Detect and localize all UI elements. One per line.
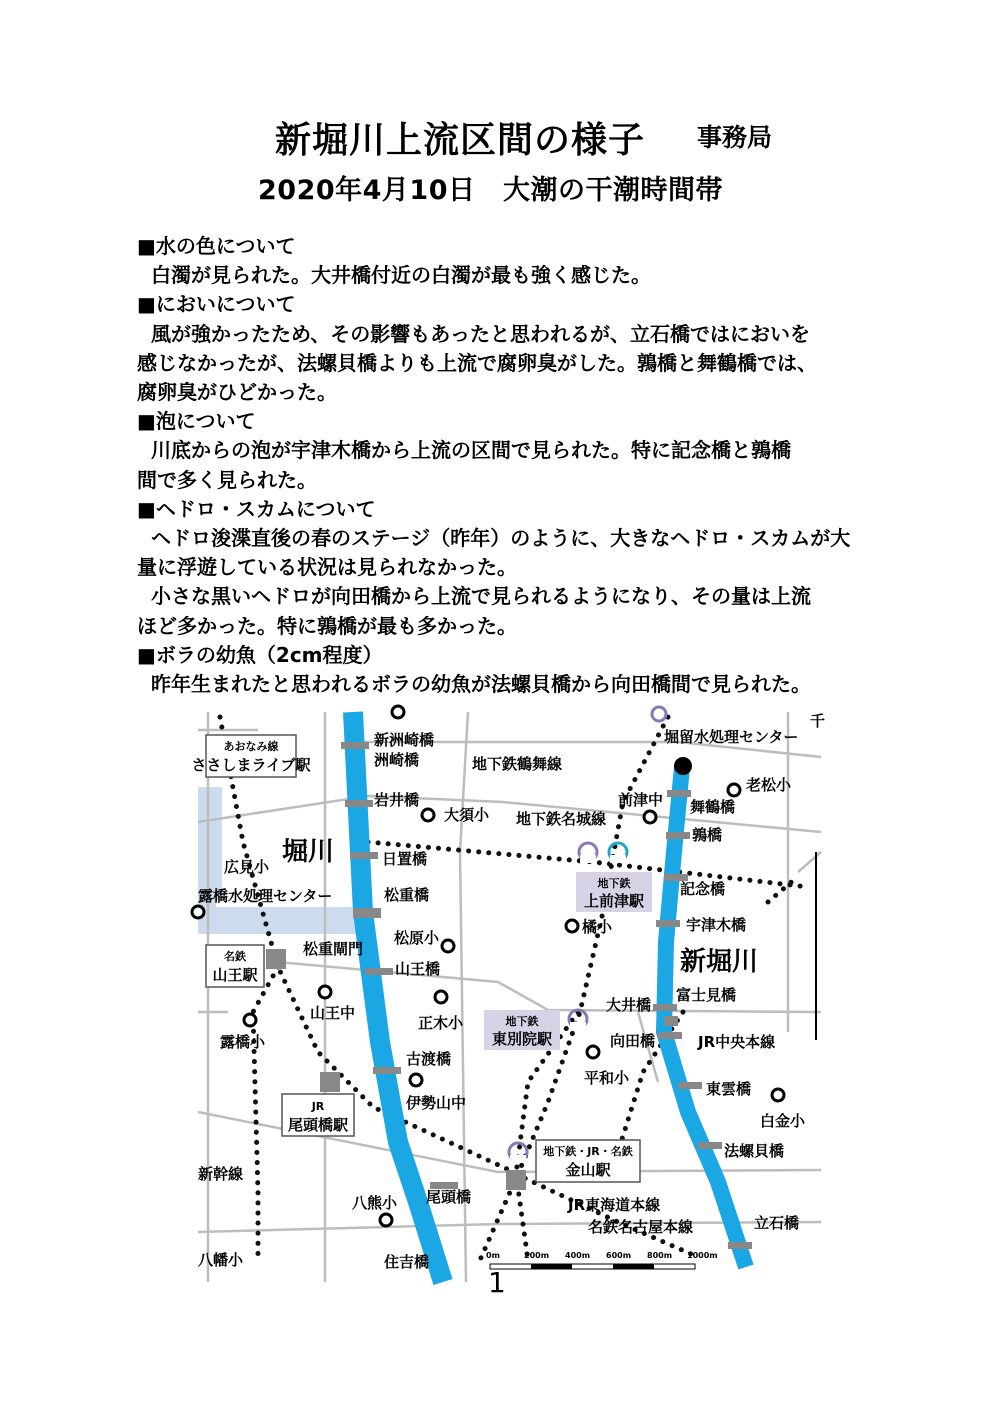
map-label: 東別院駅 [491, 1030, 553, 1048]
map-label: 大井橋 [606, 996, 652, 1014]
map-label: 0m [486, 1251, 500, 1260]
map-label: 橘小 [582, 918, 613, 936]
section-text-line: 風が強かったため、その影響もあったと思われるが、立石橋ではにおいを [151, 321, 810, 346]
map-label: 新洲崎橋 [374, 731, 435, 749]
map-label: 平和小 [584, 1069, 630, 1087]
map-label: 伊勢山中 [406, 1094, 467, 1112]
map-label: 松重橋 [384, 886, 430, 904]
map-label: 老松小 [746, 776, 792, 794]
map-label: 洲崎橋 [374, 751, 420, 769]
map-label: JR中央本線 [698, 1033, 776, 1051]
map-label: 上前津駅 [583, 892, 645, 910]
map-label: 新幹線 [198, 1165, 244, 1183]
map-label: JR [311, 1100, 325, 1113]
map-label: 800m [647, 1251, 673, 1260]
map-label: 八熊小 [352, 1194, 398, 1212]
map-label: 住吉橋 [384, 1253, 430, 1271]
map-label: 金山駅 [565, 1161, 611, 1179]
map-label: 宇津木橋 [686, 916, 747, 934]
map-label: 露橋小 [220, 1033, 266, 1051]
shinhorikawa-label: 新堀川 [680, 947, 759, 977]
map-label: 200m [524, 1251, 550, 1260]
map-label: 山王橋 [395, 960, 441, 978]
map-label: 八幡小 [198, 1251, 244, 1269]
section-heading: ■ においについて [137, 290, 877, 319]
map-label: 向田橋 [610, 1032, 656, 1050]
page-title: 新堀川上流区間の様子 [275, 120, 646, 161]
map-label: 地下鉄 [505, 1015, 539, 1028]
map-label: 名鉄 [224, 950, 246, 963]
map-label: 600m [606, 1251, 632, 1260]
section-text-line: 感じなかったが、法螺貝橋よりも上流で腐卵臭がした。鶉橋と舞鶴橋では、 [137, 350, 817, 375]
section-text-line: 小さな黒いヘドロが向田橋から上流で見られるようになり、その量は上流 [151, 584, 811, 609]
map-label: 松重閘門 [303, 940, 364, 958]
author: 事務局 [697, 123, 773, 152]
section-text-line: ヘドロ浚渫直後の春のステージ（昨年）のように、大きなヘドロ・スカムが大 [151, 526, 851, 551]
map-label: 古渡橋 [406, 1050, 452, 1068]
map-label: 名鉄名古屋本線 [588, 1218, 694, 1236]
map-label: 堀留水処理センター [664, 728, 799, 746]
map-label: 正木小 [418, 1014, 464, 1032]
map-label: 広見小 [224, 858, 270, 876]
section-text-line: 量に浮遊している状況は見られなかった。 [137, 555, 517, 580]
page-subtitle: 2020年4月10日 大潮の干潮時間帯 [258, 175, 724, 206]
section-heading: ■ ヘドロ・スカムについて [137, 495, 877, 524]
section-heading: ■ 泡について [137, 407, 877, 436]
map-label: 地下鉄・JR・名鉄 [543, 1145, 633, 1158]
map-label: ささしまライブ駅 [191, 756, 311, 774]
section-text-line: 川底からの泡が宇津木橋から上流の区間で見られた。特に記念橋と鶉橋 [151, 438, 791, 463]
map-label: 東雲橋 [706, 1080, 752, 1098]
section-text-line: ほど多かった。特に鶉橋が最も多かった。 [137, 613, 517, 638]
map-label: あおなみ線 [223, 740, 279, 753]
map-label: JR東海道本線 [568, 1196, 661, 1214]
map-label: 白金小 [760, 1112, 806, 1130]
section-text-line: 昨年生まれたと思われるボラの幼魚が法螺貝橋から向田橋間で見られた。 [151, 672, 811, 697]
page-number: 1 [488, 1266, 506, 1299]
report-body [137, 232, 877, 699]
section-heading: ■ 水の色について [137, 232, 877, 261]
map-label: 富士見橋 [676, 986, 737, 1004]
map-label: 山王駅 [212, 966, 258, 984]
map-label: 日置橋 [382, 850, 428, 868]
map-label: 岩井橋 [374, 791, 420, 809]
map-label: 千 [810, 712, 826, 730]
map-label: 山王中 [310, 1004, 356, 1022]
map-label: 尾頭橋駅 [287, 1116, 349, 1134]
section-text-line: 腐卵臭がひどかった。 [137, 380, 337, 405]
map-label: 鶉橋 [692, 826, 723, 844]
map-label: 400m [565, 1251, 591, 1260]
section-heading: ■ ボラの幼魚（2cm程度） [137, 641, 877, 670]
map-label: 前津中 [618, 791, 664, 809]
map-label: 露橋水処理センター [198, 887, 333, 905]
map-label: 法螺貝橋 [724, 1142, 785, 1160]
map-label: 立石橋 [754, 1214, 800, 1232]
section-text-line: 間で多く見られた。 [137, 467, 317, 492]
map-label: 記念橋 [680, 880, 726, 898]
section-text-line: 白濁が見られた。大井橋付近の白濁が最も強く感じた。 [151, 263, 651, 288]
map-label: 地下鉄鶴舞線 [472, 755, 563, 773]
map-label: 地下鉄名城線 [516, 810, 607, 828]
canal [198, 907, 363, 934]
map-label: 地下鉄 [597, 877, 631, 890]
map-label: 松原小 [394, 929, 440, 947]
area-map [191, 712, 826, 1282]
map-label: 大須小 [444, 806, 490, 824]
map-label: 1000m [687, 1251, 718, 1260]
area-map-svg [191, 712, 826, 1282]
map-label: 舞鶴橋 [690, 798, 736, 816]
treatment-center-dot [674, 757, 692, 775]
map-label: 尾頭橋 [426, 1188, 472, 1206]
horikawa-label: 堀川 [282, 837, 335, 867]
